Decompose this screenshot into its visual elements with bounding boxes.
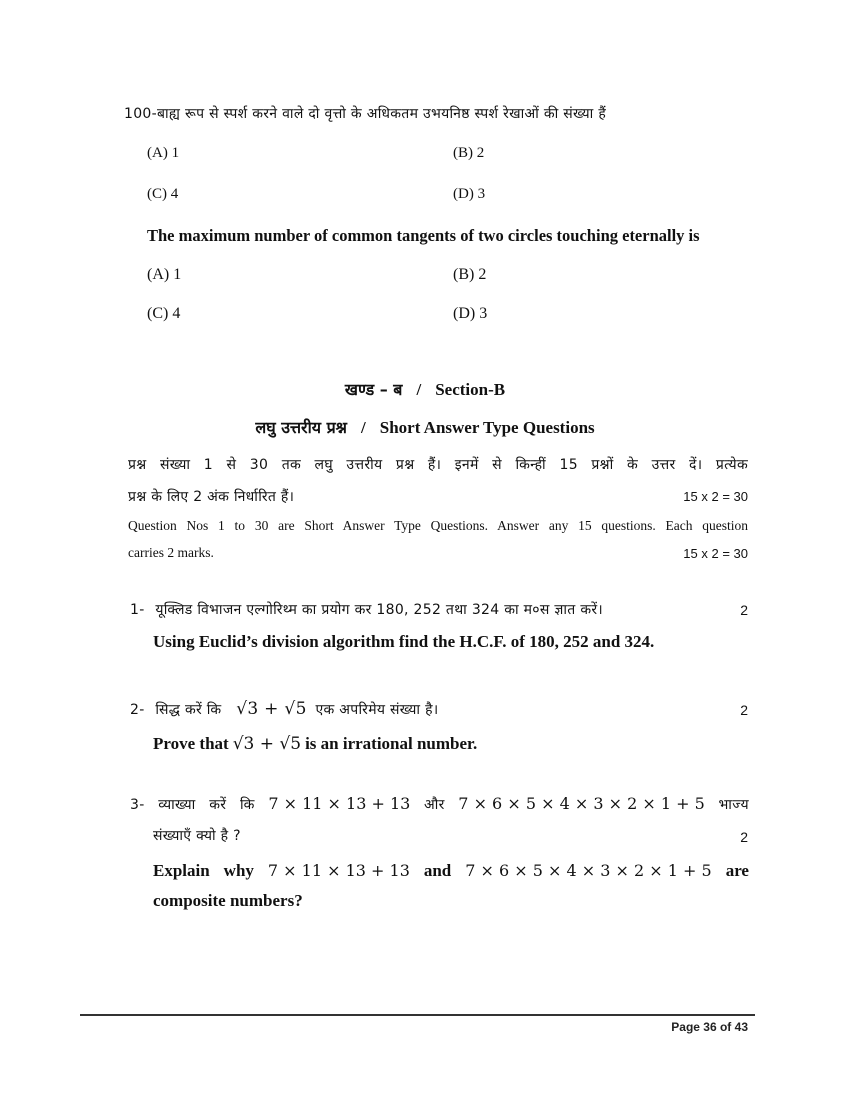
q3-english-word3: are [725, 861, 749, 880]
q3-hindi-word4: भाज्य [718, 797, 749, 813]
q3-english-word2: why [223, 861, 254, 880]
q2-math-hindi: √3 + √5 [236, 699, 307, 719]
q100-english-option-c: (C) 4 [147, 305, 181, 322]
q2-english-pre: Prove that [153, 734, 229, 753]
q2 [130, 699, 438, 719]
q3-english-and: and [423, 861, 452, 880]
q3-number: 3- [130, 797, 145, 813]
q2-math-english: √3 + √5 [232, 734, 302, 754]
section-title-separator: / [416, 380, 422, 399]
section-title-hindi: खण्ड – ब [344, 380, 403, 399]
q100-english-option-d: (D) 3 [453, 305, 488, 322]
q2-number: 2- [130, 702, 145, 718]
footer-divider [80, 1014, 755, 1016]
q2-english [153, 734, 477, 754]
section-title [0, 378, 850, 400]
instructions-hindi-line1: प्रश्न संख्या 1 से 30 तक लघु उत्तरीय प्रश्न हैं। इनमें से किन्हीं 15 प्रश्नों के उत्तर दें। प्रत्येक [128, 457, 748, 473]
section-subtitle-separator: / [361, 418, 366, 437]
q3-hindi-word3: कि [239, 797, 255, 813]
q3-math1-english: 7 × 11 × 13 + 13 [267, 861, 410, 880]
q1-marks: 2 [740, 602, 748, 618]
q100-hindi-option-c: (C) 4 [147, 186, 179, 202]
q3-english-line2: composite numbers? [153, 891, 303, 910]
q3-hindi-line2: संख्याएँ क्यो है ? [153, 828, 241, 844]
q1 [130, 600, 603, 619]
marks-english: 15 x 2 = 30 [683, 546, 748, 561]
q100-english-option-b: (B) 2 [453, 266, 487, 283]
q3-hindi-word1: व्याख्या [158, 797, 196, 813]
q2-hindi-post: एक अपरिमेय संख्या है। [315, 702, 439, 718]
q3-english-line1 [153, 861, 749, 881]
marks-hindi: 15 x 2 = 30 [683, 489, 748, 504]
q2-hindi-pre: सिद्ध करें कि [155, 702, 222, 718]
q100-hindi: 100-बाह्य रूप से स्पर्श करने वाले दो वृत्तो के अधिकतम उभयनिष्ठ स्पर्श रेखाओं की संख्या हैं [124, 106, 607, 122]
q100-hindi-option-b: (B) 2 [453, 145, 485, 161]
q3-hindi-line1 [130, 794, 749, 814]
q100-hindi-option-a: (A) 1 [147, 145, 180, 161]
section-subtitle [0, 416, 850, 438]
q1-hindi: यूक्लिड विभाजन एल्गोरिथ्म का प्रयोग कर 180, 252 तथा 324 का म०स ज्ञात करें। [155, 602, 604, 618]
instructions-hindi-line2: प्रश्न के लिए 2 अंक निर्धारित हैं। [128, 489, 295, 505]
instructions-english-line2: carries 2 marks. [128, 545, 214, 560]
q1-english: Using Euclid’s division algorithm find the H.C.F. of 180, 252 and 324. [153, 632, 655, 651]
q3-english-word1: Explain [153, 861, 210, 880]
q100-english-option-a: (A) 1 [147, 266, 182, 283]
section-subtitle-english: Short Answer Type Questions [379, 418, 595, 437]
section-subtitle-hindi: लघु उत्तरीय प्रश्न [255, 418, 347, 437]
instructions-english-line1: Question Nos 1 to 30 are Short Answer Type Questions. Answer any 15 questions. Each question [128, 518, 748, 533]
section-title-english: Section-B [435, 380, 506, 399]
q3-math2-hindi: 7 × 6 × 5 × 4 × 3 × 2 × 1 + 5 [458, 794, 705, 813]
q2-marks: 2 [740, 702, 748, 718]
q3-math1-hindi: 7 × 11 × 13 + 13 [268, 794, 411, 813]
q3-math2-english: 7 × 6 × 5 × 4 × 3 × 2 × 1 + 5 [465, 861, 712, 880]
q3-marks: 2 [740, 829, 748, 845]
q100-english: The maximum number of common tangents of two circles touching eternally is [147, 226, 700, 245]
q3-hindi-word2: करें [209, 797, 227, 813]
page-number: Page 36 of 43 [671, 1020, 748, 1034]
q100-hindi-option-d: (D) 3 [453, 186, 486, 202]
q3-hindi-and: और [423, 797, 445, 813]
q2-english-post: is an irrational number. [305, 734, 478, 753]
q1-number: 1- [130, 602, 145, 618]
